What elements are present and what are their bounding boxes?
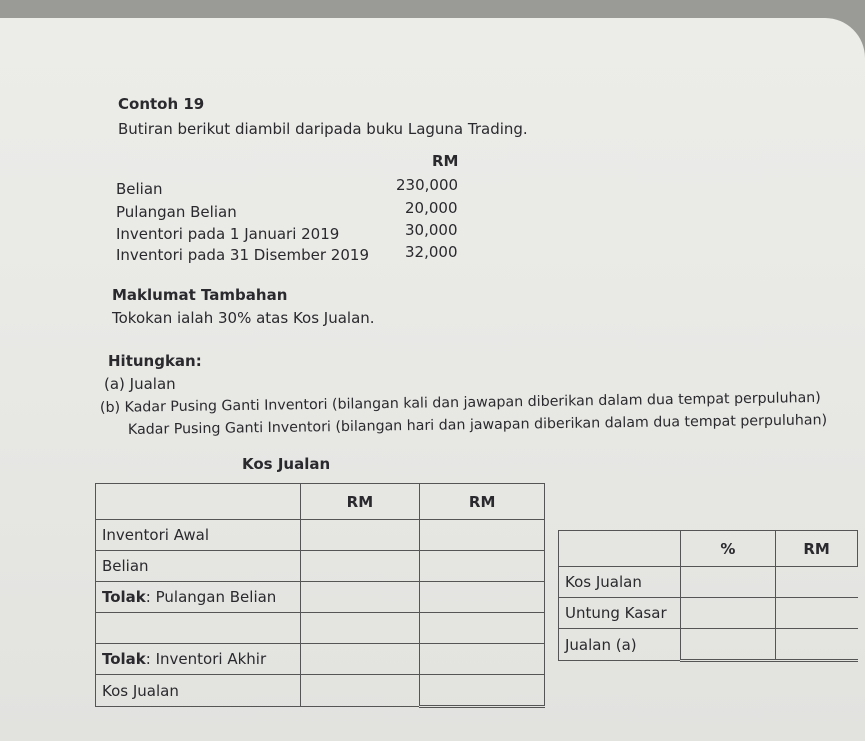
task-b: (b) Kadar Pusing Ganti Inventori (bilangan kali dan jawapan diberikan dalam dua tempat perpuluhan) [99,389,821,416]
cogs-row-label: Belian [96,551,301,582]
item-value-purchase-returns: 20,000 [405,199,458,217]
cogs-row-label: : Pulangan Belian [145,588,277,606]
currency-header: RM [432,152,459,170]
extra-info-title: Maklumat Tambahan [112,286,288,304]
less-label: Tolak [102,650,146,668]
table-row [96,675,545,707]
item-label-purchase-returns: Pulangan Belian [116,203,237,221]
sales-col-rm: RM [776,531,858,567]
answer-cell[interactable] [420,551,545,582]
table-row [96,582,545,613]
answer-cell[interactable] [680,629,776,661]
answer-cell[interactable] [420,613,545,644]
answer-cell[interactable] [300,675,420,707]
table-row [559,567,858,598]
table-row [96,520,545,551]
example-title: Contoh 19 [118,95,205,113]
answer-cell[interactable] [300,582,420,613]
answer-cell[interactable] [300,551,420,582]
answer-cell[interactable] [300,644,420,675]
item-value-purchases: 230,000 [396,176,459,194]
cogs-col-rm-1: RM [300,484,420,520]
table-row [96,613,545,644]
table-row [559,629,858,661]
cogs-row-label: Inventori Awal [96,520,301,551]
table-row [559,598,858,629]
answer-cell[interactable] [420,520,545,551]
answer-cell[interactable] [776,598,858,629]
sales-row-label: Kos Jualan [559,567,681,598]
task-a: (a) Jualan [104,375,176,393]
item-label-closing-inventory: Inventori pada 31 Disember 2019 [116,246,369,264]
cogs-col-rm-2: RM [420,484,545,520]
intro-text: Butiran berikut diambil daripada buku Laguna Trading. [118,120,528,138]
answer-cell[interactable] [420,675,545,707]
answer-cell[interactable] [420,644,545,675]
answer-cell[interactable] [300,613,420,644]
sales-row-label: Untung Kasar [559,598,681,629]
sales-row-label: Jualan (a) [559,629,681,661]
sales-col-percent: % [680,531,776,567]
table-row [96,644,545,675]
cogs-row-label [96,613,301,644]
calculate-title: Hitungkan: [108,352,202,370]
item-value-closing-inventory: 32,000 [405,243,458,261]
less-label: Tolak [102,588,146,606]
cogs-row-label: : Inventori Akhir [145,650,267,668]
answer-cell[interactable] [776,629,858,661]
extra-info-text: Tokokan ialah 30% atas Kos Jualan. [112,309,375,327]
cogs-table [95,483,545,708]
table-row [559,531,858,567]
cogs-row-label: Kos Jualan [96,675,301,707]
sales-table [558,530,858,662]
cogs-table-title: Kos Jualan [242,455,331,473]
answer-cell[interactable] [776,567,858,598]
table-row [96,484,545,520]
item-label-purchases: Belian [116,180,163,198]
item-value-opening-inventory: 30,000 [405,221,458,239]
answer-cell[interactable] [420,582,545,613]
item-label-opening-inventory: Inventori pada 1 Januari 2019 [116,225,340,243]
task-b-days: Kadar Pusing Ganti Inventori (bilangan hari dan jawapan diberikan dalam dua tempat perpuluhan) [127,412,828,438]
answer-cell[interactable] [680,567,776,598]
answer-cell[interactable] [300,520,420,551]
table-row [96,551,545,582]
answer-cell[interactable] [680,598,776,629]
